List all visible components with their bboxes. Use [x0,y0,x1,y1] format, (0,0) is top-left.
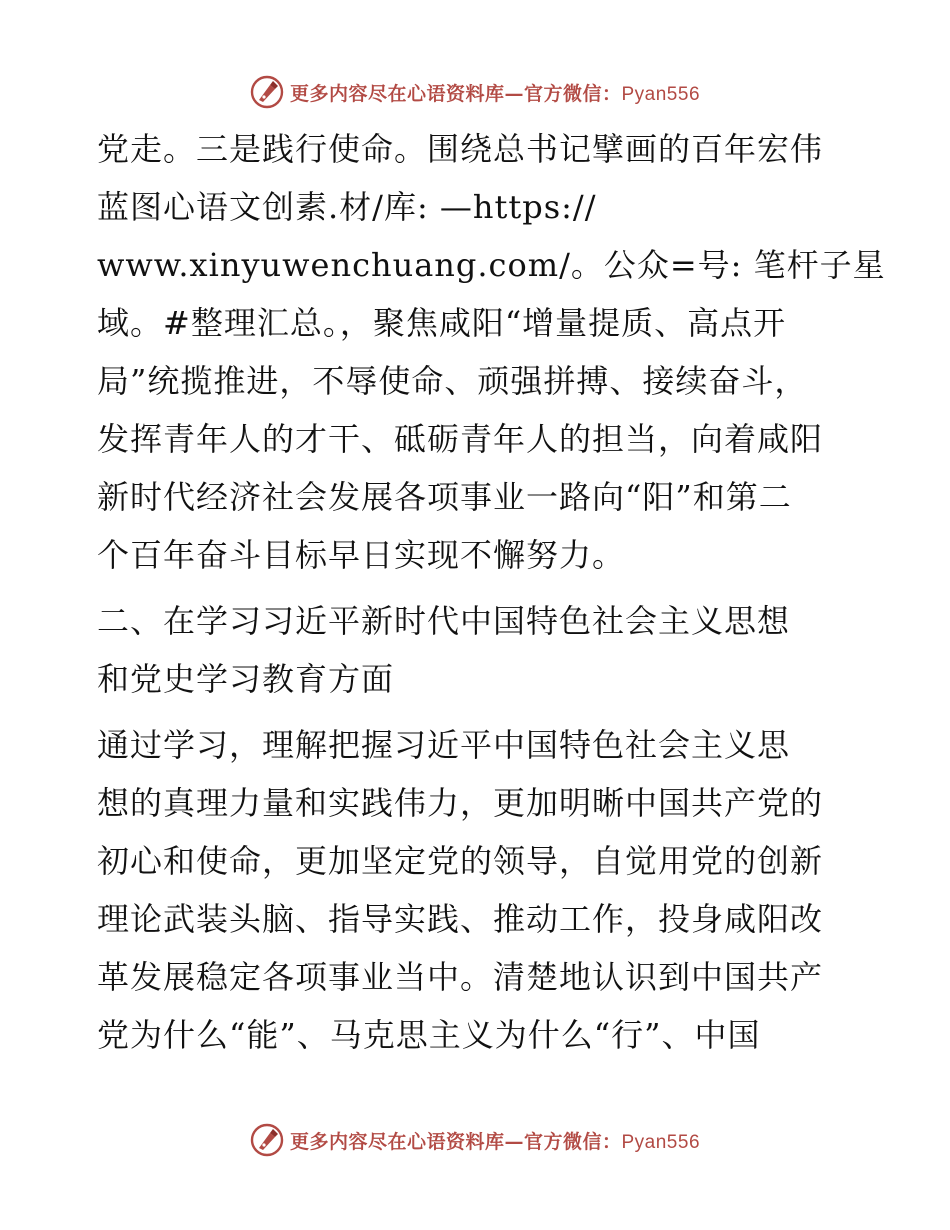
text-line: 域。#整理汇总。，聚焦咸阳“增量提质、高点开 [97,304,787,342]
text-line: 党为什么“能”、马克思主义为什么“行”、中国 [97,1016,761,1054]
watermark-group [250,75,700,109]
text-line: 想的真理力量和实践伟力，更加明晰中国共产党的 [97,784,824,822]
paragraph-3 [97,716,857,1064]
paragraph-1 [97,120,886,584]
text-line: 个百年奋斗目标早日实现不懈努力。 [97,536,626,574]
heading-line: 二、在学习习近平新时代中国特色社会主义思想 [97,602,791,640]
watermark-wechat-id: Pyan556 [621,83,701,105]
text-line: 局”统揽推进，不辱使命、顽强拼搏、接续奋斗， [97,362,808,400]
text-line: 发挥青年人的才干、砥砺青年人的担当，向着咸阳 [97,420,824,458]
watermark-text-cn: 更多内容尽在心语资料库—官方微信： [289,82,622,105]
section-heading-2 [97,592,857,708]
watermark-text [290,1127,700,1154]
header-watermark-banner [0,72,950,112]
heading-line: 和党史学习教育方面 [97,660,395,698]
pen-nib-logo-icon [250,1123,284,1157]
text-line: 新时代经济社会发展各项事业一路向“阳”和第二 [97,478,792,516]
document-body [97,120,886,1064]
watermark-group [250,1123,700,1157]
text-line: 通过学习，理解把握习近平中国特色社会主义思 [97,726,791,764]
pen-nib-logo-icon [250,75,284,109]
text-line: 革发展稳定各项事业当中。清楚地认识到中国共产 [97,958,824,996]
watermark-text-cn: 更多内容尽在心语资料库—官方微信： [289,1130,622,1153]
text-line: 理论武装头脑、指导实践、推动工作，投身咸阳改 [97,900,824,938]
text-line: 初心和使命，更加坚定党的领导，自觉用党的创新 [97,842,824,880]
footer-watermark-banner [0,1120,950,1160]
text-line: 党走。三是践行使命。围绕总书记擘画的百年宏伟 [97,130,824,168]
text-line: 蓝图心语文创素.材/库: —https:// [97,188,597,226]
watermark-text [290,79,700,106]
text-line: www.xinyuwenchuang.com/。公众=号: 笔杆子星 [97,246,886,284]
watermark-wechat-id: Pyan556 [621,1131,701,1153]
